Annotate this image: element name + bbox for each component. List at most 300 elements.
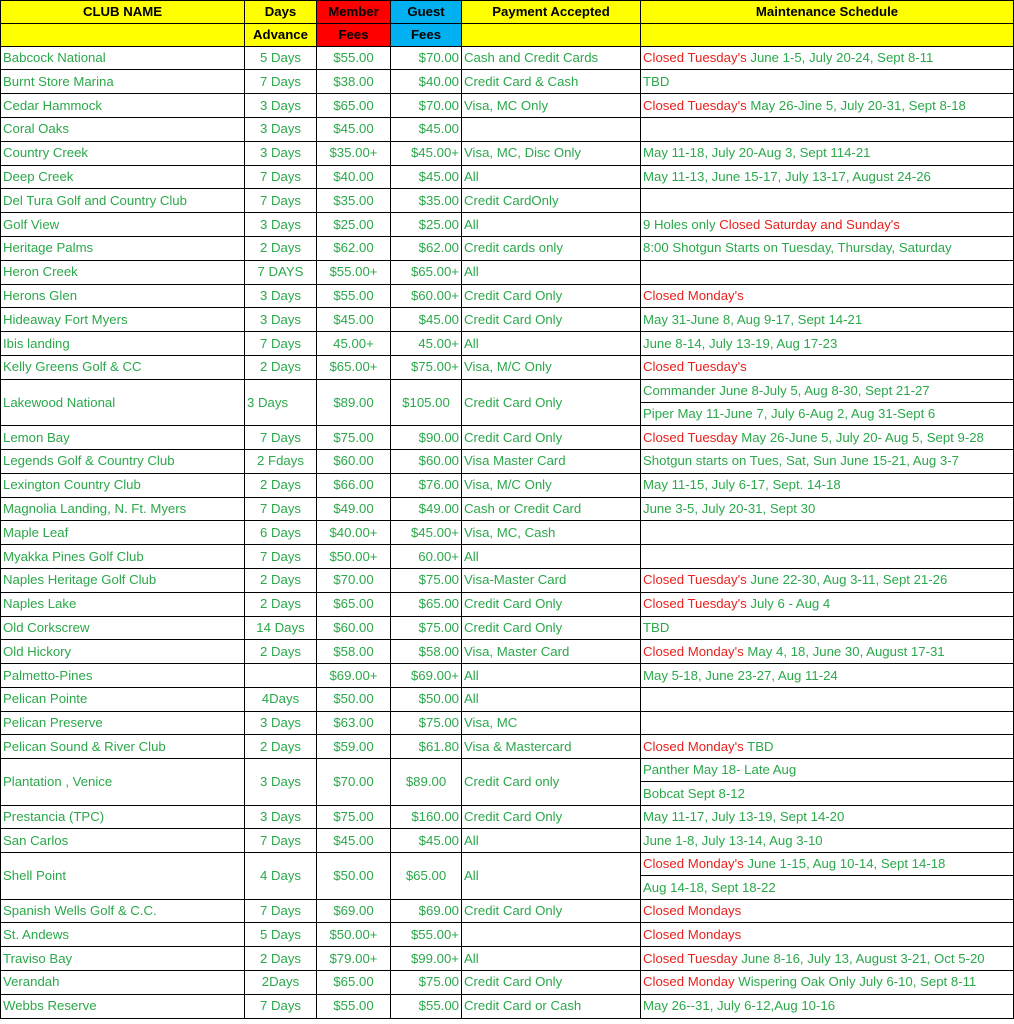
club-name-cell: Naples Lake [1,592,245,616]
table-row [1,379,1014,402]
member-fee-cell: $35.00 [317,189,391,213]
club-name-cell: Prestancia (TPC) [1,805,245,829]
guest-fee-cell: $45.00 [391,308,462,332]
guest-fee-cell: $61.80 [391,735,462,759]
guest-fee-cell: $75.00 [391,568,462,592]
closed-days: Closed Monday's [643,738,744,754]
maintenance-cell [641,165,1014,189]
maintenance-cell [641,592,1014,616]
club-name-cell: Naples Heritage Golf Club [1,568,245,592]
payment-cell: Visa, MC, Disc Only [462,141,641,165]
club-name-cell: Hideaway Fort Myers [1,308,245,332]
header-days-sub: Advance [245,23,317,46]
maintenance-cell [641,189,1014,213]
maintenance-cell [641,213,1014,237]
maintenance-cell [641,355,1014,379]
table-row [1,355,1014,379]
table-row [1,545,1014,569]
days-cell: 7 DAYS [245,260,317,284]
days-cell: 2Days [245,971,317,995]
maintenance-cell [641,994,1014,1018]
club-name-cell: Webbs Reserve [1,994,245,1018]
club-name-cell: St. Andews [1,923,245,947]
header-guest: Guest [391,1,462,24]
schedule-prefix: 9 Holes only [643,216,720,232]
days-cell: 2 Days [245,592,317,616]
guest-fee-cell: $105.00 [391,379,462,425]
payment-cell: All [462,664,641,688]
guest-fee-cell: $75.00 [391,711,462,735]
days-cell: 5 Days [245,923,317,947]
table-row [1,994,1014,1018]
payment-cell: Credit Card Only [462,899,641,923]
member-fee-cell: $38.00 [317,70,391,94]
table-row [1,640,1014,664]
member-fee-cell: $69.00+ [317,664,391,688]
member-fee-cell: $49.00 [317,497,391,521]
payment-cell: All [462,687,641,711]
maintenance-cell [641,923,1014,947]
maintenance-cell [641,141,1014,165]
member-fee-cell: $55.00 [317,994,391,1018]
table-row [1,449,1014,473]
closed-days: Closed Tuesday [643,950,738,966]
table-row [1,497,1014,521]
member-fee-cell: $75.00 [317,805,391,829]
payment-cell: Credit cards only [462,236,641,260]
member-fee-cell: $70.00 [317,759,391,805]
payment-cell: All [462,829,641,853]
days-cell: 7 Days [245,545,317,569]
club-name-cell: Babcock National [1,46,245,70]
days-cell: 2 Days [245,568,317,592]
table-row [1,899,1014,923]
schedule-dates: June 1-5, July 20-24, Sept 8-11 [746,50,934,66]
days-cell: 7 Days [245,497,317,521]
schedule-dates: TBD [643,73,670,89]
schedule-dates: Wispering Oak Only July 6-10, Sept 8-11 [734,974,977,990]
days-cell: 7 Days [245,165,317,189]
closed-days: Closed Tuesday's [643,50,747,66]
guest-fee-cell: $70.00 [391,46,462,70]
table-row [1,521,1014,545]
maintenance-cell [641,616,1014,640]
days-cell: 3 Days [245,141,317,165]
guest-fee-cell: $40.00 [391,70,462,94]
payment-cell: Credit Card Only [462,284,641,308]
maintenance-cell: Bobcat Sept 8-12 [641,782,1014,805]
table-header [1,1,1014,47]
table-row [1,568,1014,592]
guest-fee-cell: $55.00 [391,994,462,1018]
maintenance-cell [641,664,1014,688]
maintenance-cell [641,545,1014,569]
member-fee-cell: $45.00 [317,117,391,141]
club-name-cell: Spanish Wells Golf & C.C. [1,899,245,923]
table-row [1,260,1014,284]
closed-days: Closed Tuesday's [643,572,747,588]
guest-fee-cell: $65.00 [391,592,462,616]
schedule-dates: 8:00 Shotgun Starts on Tuesday, Thursday, Saturday [643,240,952,256]
member-fee-cell: $35.00+ [317,141,391,165]
table-body [1,46,1014,1018]
payment-cell: Visa-Master Card [462,568,641,592]
maintenance-cell [641,236,1014,260]
table-row [1,805,1014,829]
guest-fee-cell: $160.00 [391,805,462,829]
days-cell: 3 Days [245,759,317,805]
payment-cell: Credit Card Only [462,426,641,450]
maintenance-cell [641,711,1014,735]
days-cell: 2 Fdays [245,449,317,473]
member-fee-cell: $65.00 [317,592,391,616]
closed-days: Closed Tuesday [643,429,738,445]
schedule-dates: May 31-June 8, Aug 9-17, Sept 14-21 [643,311,863,327]
member-fee-cell: $65.00+ [317,355,391,379]
days-cell: 3 Days [245,805,317,829]
days-cell: 7 Days [245,994,317,1018]
schedule-dates: May 26-Jine 5, July 20-31, Sept 8-18 [746,97,966,113]
maintenance-cell [641,687,1014,711]
maintenance-cell [641,473,1014,497]
schedule-dates: Commander June 8-July 5, Aug 8-30, Sept 21-27 [643,382,930,398]
club-name-cell: Kelly Greens Golf & CC [1,355,245,379]
club-name-cell: Traviso Bay [1,947,245,971]
guest-fee-cell: $45.00 [391,829,462,853]
maintenance-cell: Aug 14-18, Sept 18-22 [641,876,1014,899]
guest-fee-cell: 60.00+ [391,545,462,569]
payment-cell: Credit Card only [462,759,641,805]
table-row [1,46,1014,70]
payment-cell [462,923,641,947]
payment-cell: Visa, MC, Cash [462,521,641,545]
guest-fee-cell: $45.00 [391,165,462,189]
payment-cell: All [462,853,641,899]
guest-fee-cell: $89.00 [391,759,462,805]
guest-fee-cell: $70.00 [391,94,462,118]
maintenance-cell [641,759,1014,782]
days-cell: 6 Days [245,521,317,545]
table-row [1,117,1014,141]
payment-cell: Credit Card Only [462,308,641,332]
guest-fee-cell: $60.00+ [391,284,462,308]
club-name-cell: Del Tura Golf and Country Club [1,189,245,213]
table-row [1,687,1014,711]
maintenance-cell [641,117,1014,141]
club-name-cell: Shell Point [1,853,245,899]
closed-days: Closed Monday's [643,288,744,304]
member-fee-cell: $55.00 [317,284,391,308]
schedule-dates: May 11-15, July 6-17, Sept. 14-18 [643,477,841,493]
schedule-dates: June 3-5, July 20-31, Sept 30 [643,500,816,516]
guest-fee-cell: $45.00+ [391,521,462,545]
table-row [1,165,1014,189]
member-fee-cell: $75.00 [317,426,391,450]
table-row [1,284,1014,308]
header-payment: Payment Accepted [462,1,641,24]
table-row [1,189,1014,213]
table-row [1,473,1014,497]
days-cell: 3 Days [245,284,317,308]
maintenance-cell [641,94,1014,118]
club-name-cell: Plantation , Venice [1,759,245,805]
days-cell: 4 Days [245,853,317,899]
days-cell: 3 Days [245,94,317,118]
schedule-dates: June 22-30, Aug 3-11, Sept 21-26 [746,572,948,588]
guest-fee-cell: $49.00 [391,497,462,521]
table-row [1,853,1014,876]
schedule-dates: May 5-18, June 23-27, Aug 11-24 [643,667,838,683]
member-fee-cell: $55.00+ [317,260,391,284]
payment-cell: Visa Master Card [462,449,641,473]
maintenance-cell: Piper May 11-June 7, July 6-Aug 2, Aug 31-Sept 6 [641,402,1014,425]
guest-fee-cell: $25.00 [391,213,462,237]
club-name-cell: Heron Creek [1,260,245,284]
guest-fee-cell: $50.00 [391,687,462,711]
closed-days: Closed Tuesday's [643,596,747,612]
payment-cell: Visa, Master Card [462,640,641,664]
guest-fee-cell: $45.00 [391,117,462,141]
schedule-dates: June 8-14, July 13-19, Aug 17-23 [643,335,838,351]
payment-cell: All [462,165,641,189]
days-cell: 7 Days [245,899,317,923]
member-fee-cell: $50.00 [317,853,391,899]
schedule-dates: Shotgun starts on Tues, Sat, Sun June 15-21, Aug 3-7 [643,453,959,469]
guest-fee-cell: $60.00 [391,449,462,473]
maintenance-cell [641,899,1014,923]
schedule-dates: May 26-June 5, July 20- Aug 5, Sept 9-28 [737,429,984,445]
maintenance-cell [641,46,1014,70]
guest-fee-cell: $75.00 [391,616,462,640]
table-row [1,236,1014,260]
member-fee-cell: $40.00+ [317,521,391,545]
member-fee-cell: $60.00 [317,449,391,473]
guest-fee-cell: $62.00 [391,236,462,260]
header-member: Member [317,1,391,24]
member-fee-cell: $58.00 [317,640,391,664]
club-name-cell: Burnt Store Marina [1,70,245,94]
payment-cell: Credit Card & Cash [462,70,641,94]
payment-cell: Cash or Credit Card [462,497,641,521]
member-fee-cell: $50.00+ [317,923,391,947]
table-row [1,616,1014,640]
days-cell: 2 Days [245,947,317,971]
club-name-cell: Pelican Pointe [1,687,245,711]
maintenance-cell [641,284,1014,308]
payment-cell: Credit Card or Cash [462,994,641,1018]
payment-cell: Cash and Credit Cards [462,46,641,70]
days-cell: 2 Days [245,640,317,664]
member-fee-cell: $60.00 [317,616,391,640]
table-row [1,711,1014,735]
member-fee-cell: $25.00 [317,213,391,237]
guest-fee-cell: $65.00 [391,853,462,899]
header-maintenance: Maintenance Schedule [641,1,1014,24]
member-fee-cell: $62.00 [317,236,391,260]
club-name-cell: Herons Glen [1,284,245,308]
guest-fee-cell: 45.00+ [391,332,462,356]
payment-cell [462,117,641,141]
payment-cell: Visa, MC [462,711,641,735]
days-cell: 3 Days [245,213,317,237]
club-name-cell: Country Creek [1,141,245,165]
club-name-cell: Myakka Pines Golf Club [1,545,245,569]
table-row [1,664,1014,688]
club-name-cell: Palmetto-Pines [1,664,245,688]
payment-cell: Credit Card Only [462,592,641,616]
maintenance-cell [641,568,1014,592]
guest-fee-cell: $69.00 [391,899,462,923]
schedule-dates: May 26--31, July 6-12,Aug 10-16 [643,998,836,1014]
header-member-sub: Fees [317,23,391,46]
club-name-cell: Magnolia Landing, N. Ft. Myers [1,497,245,521]
table-row [1,141,1014,165]
schedule-dates: June 8-16, July 13, August 3-21, Oct 5-20 [737,950,985,966]
maintenance-cell [641,426,1014,450]
days-cell: 3 Days [245,308,317,332]
days-cell: 2 Days [245,236,317,260]
days-cell: 2 Days [245,473,317,497]
days-cell: 3 Days [245,117,317,141]
maintenance-cell [641,735,1014,759]
table-row [1,592,1014,616]
club-name-cell: Cedar Hammock [1,94,245,118]
payment-cell: Credit Card Only [462,379,641,425]
payment-cell: All [462,260,641,284]
closed-days: Closed Mondays [643,903,742,919]
closed-days: Closed Monday's [643,643,744,659]
club-name-cell: Golf View [1,213,245,237]
guest-fee-cell: $90.00 [391,426,462,450]
payment-cell: All [462,332,641,356]
days-cell: 7 Days [245,70,317,94]
maintenance-cell [641,497,1014,521]
table-row [1,971,1014,995]
schedule-dates: May 11-17, July 13-19, Sept 14-20 [643,809,845,825]
guest-fee-cell: $69.00+ [391,664,462,688]
header-days: Days [245,1,317,24]
days-cell: 7 Days [245,332,317,356]
maintenance-cell [641,70,1014,94]
member-fee-cell: $65.00 [317,971,391,995]
days-cell [245,664,317,688]
table-row [1,759,1014,782]
club-name-cell: Lexington Country Club [1,473,245,497]
schedule-dates: TBD [743,738,774,754]
member-fee-cell: $69.00 [317,899,391,923]
member-fee-cell: $55.00 [317,46,391,70]
table-row [1,213,1014,237]
schedule-dates: May 4, 18, June 30, August 17-31 [743,643,945,659]
guest-fee-cell: $58.00 [391,640,462,664]
maintenance-cell [641,829,1014,853]
table-row [1,947,1014,971]
closed-days: Closed Saturday and Sunday's [719,216,900,232]
payment-cell: Credit Card Only [462,616,641,640]
club-name-cell: Lakewood National [1,379,245,425]
maintenance-cell [641,332,1014,356]
days-cell: 14 Days [245,616,317,640]
guest-fee-cell: $35.00 [391,189,462,213]
schedule-dates: June 1-8, July 13-14, Aug 3-10 [643,832,823,848]
club-name-cell: San Carlos [1,829,245,853]
payment-cell: All [462,545,641,569]
table-row [1,735,1014,759]
closed-days: Closed Monday's [643,856,744,872]
guest-fee-cell: $76.00 [391,473,462,497]
guest-fee-cell: $75.00 [391,971,462,995]
schedule-dates: TBD [643,619,670,635]
club-name-cell: Verandah [1,971,245,995]
guest-fee-cell: $65.00+ [391,260,462,284]
club-name-cell: Old Corkscrew [1,616,245,640]
guest-fee-cell: $75.00+ [391,355,462,379]
table-row [1,829,1014,853]
payment-cell: All [462,947,641,971]
table-row [1,308,1014,332]
member-fee-cell: $45.00 [317,829,391,853]
payment-cell: Credit Card Only [462,971,641,995]
club-name-cell: Pelican Preserve [1,711,245,735]
maintenance-cell [641,449,1014,473]
club-name-cell: Maple Leaf [1,521,245,545]
payment-cell: Visa & Mastercard [462,735,641,759]
days-cell: 2 Days [245,735,317,759]
member-fee-cell: $59.00 [317,735,391,759]
closed-days: Closed Tuesday's [643,359,747,375]
member-fee-cell: $70.00 [317,568,391,592]
club-name-cell: Legends Golf & Country Club [1,449,245,473]
club-name-cell: Ibis landing [1,332,245,356]
club-name-cell: Heritage Palms [1,236,245,260]
table-row [1,426,1014,450]
maintenance-cell [641,640,1014,664]
club-name-cell: Old Hickory [1,640,245,664]
maintenance-cell [641,947,1014,971]
days-cell: 7 Days [245,829,317,853]
closed-days: Closed Tuesday's [643,97,747,113]
member-fee-cell: $45.00 [317,308,391,332]
schedule-dates: July 6 - Aug 4 [746,596,831,612]
club-name-cell: Lemon Bay [1,426,245,450]
member-fee-cell: $50.00 [317,687,391,711]
club-name-cell: Coral Oaks [1,117,245,141]
member-fee-cell: $65.00 [317,94,391,118]
payment-cell: Credit CardOnly [462,189,641,213]
member-fee-cell: $50.00+ [317,545,391,569]
payment-cell: Visa, MC Only [462,94,641,118]
schedule-dates: June 1-15, Aug 10-14, Sept 14-18 [743,856,946,872]
maintenance-cell [641,379,1014,402]
maintenance-cell [641,308,1014,332]
payment-cell: Credit Card Only [462,805,641,829]
days-cell: 4Days [245,687,317,711]
maintenance-cell [641,805,1014,829]
club-name-cell: Pelican Sound & River Club [1,735,245,759]
days-cell: 2 Days [245,355,317,379]
guest-fee-cell: $55.00+ [391,923,462,947]
table-row [1,923,1014,947]
maintenance-cell [641,521,1014,545]
member-fee-cell: $66.00 [317,473,391,497]
closed-days: Closed Monday [643,974,735,990]
member-fee-cell: 45.00+ [317,332,391,356]
member-fee-cell: $40.00 [317,165,391,189]
maintenance-cell [641,260,1014,284]
schedule-dates: May 11-13, June 15-17, July 13-17, August 24-26 [643,169,931,185]
schedule-dates: Panther May 18- Late Aug [643,762,797,778]
header-club-name: CLUB NAME [1,1,245,24]
